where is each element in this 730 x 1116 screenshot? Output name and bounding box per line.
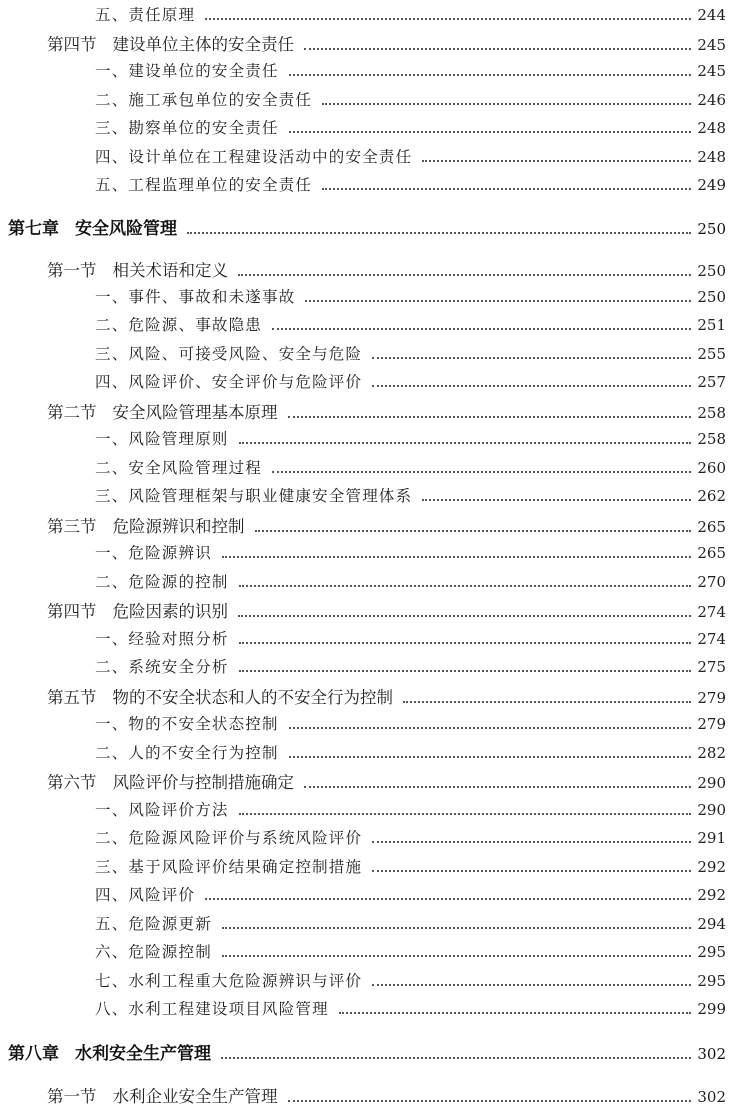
- toc-entry-title: 五、危险源更新: [95, 915, 212, 933]
- toc-section[interactable]: [47, 399, 726, 423]
- dot-leader: [238, 274, 691, 276]
- toc-page-number: 265: [697, 544, 726, 562]
- toc-page-number: 250: [697, 220, 726, 238]
- toc-item[interactable]: [95, 3, 726, 27]
- toc-entry-label: [95, 3, 195, 25]
- toc-entry-label: [8, 1039, 211, 1064]
- toc-entry-title: 三、勘察单位的安全责任: [95, 119, 279, 137]
- toc-page-number: 292: [697, 858, 726, 876]
- toc-entry-title: 五、工程监理单位的安全责任: [95, 176, 313, 194]
- toc-entry-number: 第三节: [47, 517, 97, 536]
- dot-leader: [288, 416, 692, 418]
- toc-entry-label: [95, 116, 279, 138]
- dot-leader: [372, 357, 691, 359]
- toc-entry-title: 一、风险管理原则: [95, 430, 229, 448]
- toc-page-number: 274: [697, 630, 726, 648]
- toc-entry-label: [95, 342, 362, 364]
- toc-entry-label: [95, 798, 229, 820]
- dot-leader: [187, 232, 691, 234]
- toc-page-number: 275: [697, 658, 726, 676]
- toc-entry-label: [95, 883, 195, 905]
- toc-page-number: 295: [697, 972, 726, 990]
- toc-page-number: 279: [697, 715, 726, 733]
- toc-item[interactable]: [95, 541, 726, 565]
- toc-entry-title: 八、水利工程建设项目风险管理: [95, 1000, 329, 1018]
- toc-page-number: 265: [697, 518, 726, 536]
- toc-page-number: 270: [697, 573, 726, 591]
- dot-leader: [289, 74, 692, 76]
- toc-entry-label: [47, 31, 294, 55]
- dot-leader: [205, 18, 691, 20]
- toc-item[interactable]: [95, 712, 726, 736]
- dot-leader: [239, 670, 692, 672]
- toc-entry-label: [95, 655, 229, 677]
- toc-section[interactable]: [47, 769, 726, 793]
- toc-item[interactable]: [95, 116, 726, 140]
- toc-entry-number: 第八章: [8, 1044, 59, 1064]
- dot-leader: [289, 727, 692, 729]
- toc-item[interactable]: [95, 88, 726, 112]
- toc-item[interactable]: [95, 59, 726, 83]
- toc-item[interactable]: [95, 285, 726, 309]
- toc-entry-title: 建设单位主体的安全责任: [112, 35, 294, 54]
- toc-entry-label: [95, 313, 262, 335]
- toc-entry-title: 二、系统安全分析: [95, 658, 229, 676]
- toc-item[interactable]: [95, 855, 726, 879]
- toc-chapter[interactable]: [8, 214, 726, 238]
- dot-leader: [205, 898, 691, 900]
- toc-entry-title: 物的不安全状态和人的不安全行为控制: [112, 688, 393, 707]
- dot-leader: [372, 984, 691, 986]
- toc-page-number: 255: [697, 345, 726, 363]
- toc-entry-title: 安全风险管理基本原理: [112, 403, 278, 422]
- toc-entry-title: 一、风险评价方法: [95, 801, 229, 819]
- toc-entry-label: [47, 257, 228, 281]
- toc-entry-label: [95, 997, 329, 1019]
- toc-entry-label: [95, 456, 262, 478]
- toc-page-number: 244: [697, 6, 726, 24]
- dot-leader: [422, 160, 691, 162]
- dot-leader: [288, 1100, 692, 1102]
- toc-entry-title: 四、风险评价: [95, 886, 196, 904]
- toc-item[interactable]: [95, 313, 726, 337]
- toc-page-number: 302: [697, 1088, 726, 1106]
- dot-leader: [222, 955, 691, 957]
- toc-page-number: 290: [697, 774, 726, 792]
- toc-entry-number: 第一节: [47, 261, 97, 280]
- toc-page-number: 251: [697, 316, 726, 334]
- dot-leader: [222, 927, 691, 929]
- dot-leader: [289, 756, 692, 758]
- toc-entry-number: 第一节: [47, 1087, 97, 1106]
- toc-page-number: 295: [697, 943, 726, 961]
- toc-entry-title: 风险评价与控制措施确定: [112, 773, 294, 792]
- toc-item[interactable]: [95, 456, 726, 480]
- toc-entry-title: 四、风险评价、安全评价与危险评价: [95, 373, 363, 391]
- dot-leader: [305, 300, 691, 302]
- dot-leader: [339, 1012, 692, 1014]
- toc-item[interactable]: [95, 370, 726, 394]
- dot-leader: [372, 841, 691, 843]
- toc-entry-label: [95, 285, 295, 307]
- toc-entry-title: 一、建设单位的安全责任: [95, 62, 279, 80]
- toc-entry-title: 二、危险源、事故隐患: [95, 316, 263, 334]
- dot-leader: [422, 499, 691, 501]
- toc-entry-label: [47, 684, 393, 708]
- dot-leader: [322, 103, 691, 105]
- toc-entry-number: 第四节: [47, 35, 97, 54]
- toc-entry-title: 一、事件、事故和未遂事故: [95, 288, 296, 306]
- toc-entry-title: 四、设计单位在工程建设活动中的安全责任: [95, 148, 413, 166]
- toc-entry-title: 五、责任原理: [95, 6, 196, 24]
- toc-page-number: 294: [697, 915, 726, 933]
- toc-page-number: 245: [697, 36, 726, 54]
- dot-leader: [238, 615, 691, 617]
- dot-leader: [239, 642, 692, 644]
- toc-item[interactable]: [95, 741, 726, 765]
- toc-page-number: 262: [697, 487, 726, 505]
- toc-entry-label: [8, 214, 177, 239]
- toc-item[interactable]: [95, 342, 726, 366]
- toc-entry-title: 一、经验对照分析: [95, 630, 229, 648]
- toc-entry-label: [95, 484, 412, 506]
- toc-item[interactable]: [95, 570, 726, 594]
- toc-entry-label: [95, 712, 279, 734]
- toc-item[interactable]: [95, 826, 726, 850]
- toc-item[interactable]: [95, 655, 726, 679]
- dot-leader: [403, 701, 691, 703]
- toc-entry-label: [95, 427, 229, 449]
- dot-leader: [221, 1057, 691, 1059]
- dot-leader: [372, 385, 691, 387]
- toc-entry-title: 危险因素的识别: [112, 602, 228, 621]
- toc-item[interactable]: [95, 912, 726, 936]
- toc-entry-title: 二、危险源风险评价与系统风险评价: [95, 829, 363, 847]
- toc-entry-title: 二、安全风险管理过程: [95, 459, 263, 477]
- toc-entry-label: [95, 570, 229, 592]
- dot-leader: [222, 556, 691, 558]
- toc-entry-number: 第七章: [8, 219, 59, 239]
- toc-section[interactable]: [47, 684, 726, 708]
- toc-page-number: 257: [697, 373, 726, 391]
- toc-entry-label: [95, 741, 279, 763]
- toc-entry-label: [47, 598, 228, 622]
- toc-entry-label: [47, 1083, 278, 1107]
- dot-leader: [255, 530, 692, 532]
- toc-entry-title: 六、危险源控制: [95, 943, 212, 961]
- toc-page-number: 292: [697, 886, 726, 904]
- toc-entry-number: 第五节: [47, 688, 97, 707]
- toc-entry-number: 第六节: [47, 773, 97, 792]
- toc-item[interactable]: [95, 427, 726, 451]
- dot-leader: [239, 813, 692, 815]
- toc-item[interactable]: [95, 940, 726, 964]
- toc-entry-title: 三、风险管理框架与职业健康安全管理体系: [95, 487, 413, 505]
- toc-section[interactable]: [47, 513, 726, 537]
- toc-page-number: 302: [697, 1045, 726, 1063]
- toc-page-number: 258: [697, 430, 726, 448]
- toc-entry-title: 一、物的不安全状态控制: [95, 715, 279, 733]
- dot-leader: [304, 48, 691, 50]
- toc-entry-title: 危险源辨识和控制: [112, 517, 245, 536]
- toc-entry-title: 二、施工承包单位的安全责任: [95, 91, 313, 109]
- toc-page-number: 291: [697, 829, 726, 847]
- toc-page-number: 246: [697, 91, 726, 109]
- toc-entry-label: [95, 940, 212, 962]
- toc-page-number: 248: [697, 148, 726, 166]
- toc-page-number: 250: [697, 288, 726, 306]
- dot-leader: [239, 442, 692, 444]
- toc-entry-label: [95, 145, 412, 167]
- toc-page-number: 274: [697, 603, 726, 621]
- toc-entry-label: [95, 627, 229, 649]
- toc-item[interactable]: [95, 173, 726, 197]
- toc-entry-label: [95, 855, 362, 877]
- dot-leader: [372, 870, 691, 872]
- toc-entry-title: 三、风险、可接受风险、安全与危险: [95, 345, 363, 363]
- toc-section[interactable]: [47, 1083, 726, 1107]
- toc-entry-label: [95, 173, 312, 195]
- toc-entry-label: [95, 969, 362, 991]
- toc-page-number: 279: [697, 689, 726, 707]
- dot-leader: [322, 188, 691, 190]
- toc-item[interactable]: [95, 883, 726, 907]
- toc-item[interactable]: [95, 969, 726, 993]
- toc-page-number: 250: [697, 262, 726, 280]
- toc-entry-number: 第二节: [47, 403, 97, 422]
- toc-entry-title: 水利企业安全生产管理: [112, 1087, 278, 1106]
- toc-entry-title: 安全风险管理: [75, 219, 177, 239]
- toc-entry-label: [95, 88, 312, 110]
- toc-entry-title: 一、危险源辨识: [95, 544, 212, 562]
- toc-entry-title: 三、基于风险评价结果确定控制措施: [95, 858, 363, 876]
- toc-entry-label: [95, 826, 362, 848]
- toc-section[interactable]: [47, 257, 726, 281]
- toc-section[interactable]: [47, 598, 726, 622]
- toc-entry-title: 七、水利工程重大危险源辨识与评价: [95, 972, 363, 990]
- toc-entry-title: 二、人的不安全行为控制: [95, 744, 279, 762]
- dot-leader: [304, 786, 691, 788]
- toc-page-number: 282: [697, 744, 726, 762]
- toc-item[interactable]: [95, 798, 726, 822]
- toc-entry-label: [95, 541, 212, 563]
- toc-chapter[interactable]: [8, 1039, 726, 1063]
- toc-section[interactable]: [47, 31, 726, 55]
- toc-page-number: 290: [697, 801, 726, 819]
- toc-page-number: 249: [697, 176, 726, 194]
- toc-entry-title: 水利安全生产管理: [75, 1044, 211, 1064]
- toc-entry-label: [95, 912, 212, 934]
- toc-item[interactable]: [95, 997, 726, 1021]
- toc-item[interactable]: [95, 145, 726, 169]
- toc-entry-label: [47, 399, 278, 423]
- toc-page-number: 260: [697, 459, 726, 477]
- toc-entry-label: [47, 513, 245, 537]
- dot-leader: [272, 471, 691, 473]
- dot-leader: [272, 328, 691, 330]
- toc-page-number: 299: [697, 1000, 726, 1018]
- toc-entry-title: 相关术语和定义: [112, 261, 228, 280]
- toc-entry-label: [95, 59, 279, 81]
- toc-entry-label: [95, 370, 362, 392]
- toc-entry-number: 第四节: [47, 602, 97, 621]
- toc-page-number: 245: [697, 62, 726, 80]
- toc-entry-title: 二、危险源的控制: [95, 573, 229, 591]
- toc-item[interactable]: [95, 627, 726, 651]
- dot-leader: [239, 585, 692, 587]
- toc-page-number: 248: [697, 119, 726, 137]
- toc-entry-label: [47, 769, 294, 793]
- dot-leader: [289, 131, 692, 133]
- toc-item[interactable]: [95, 484, 726, 508]
- toc-page-number: 258: [697, 404, 726, 422]
